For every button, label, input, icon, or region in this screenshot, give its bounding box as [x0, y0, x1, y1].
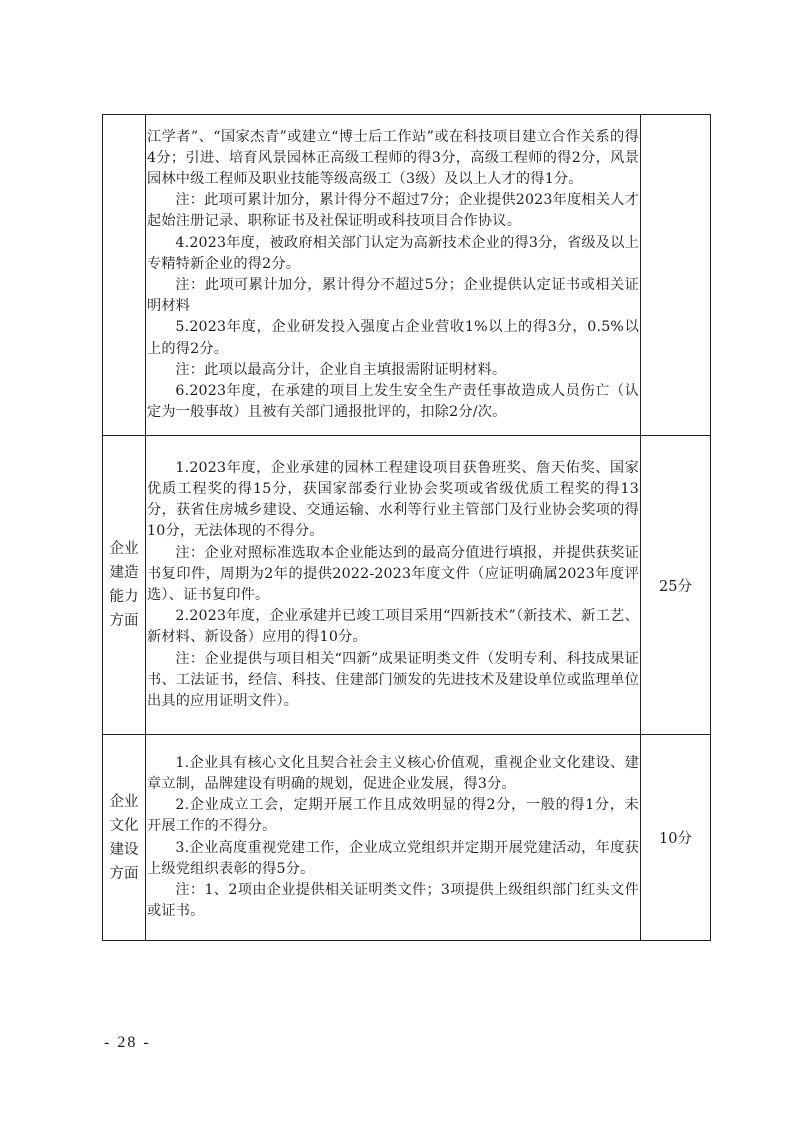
score-cell: 10分	[641, 735, 711, 941]
criteria-paragraph: 1.企业具有核心文化且契合社会主义核心价值观，重视企业文化建设、建章立制，品牌建设有明确的规划，促进企业发展，得3分。	[147, 754, 639, 792]
criteria-cell	[146, 735, 641, 941]
criteria-paragraph: 1.2023年度，企业承建的园林工程建设项目获鲁班奖、詹天佑奖、国家优质工程奖的得15分，获国家部委行业协会奖项或省级优质工程奖的得13分，获省住房城乡建设、交通运输、水利等行业主管部门及行业协会奖项的得10分，无法体现的不得分。	[147, 459, 639, 540]
category-cell	[103, 735, 146, 941]
category-cell	[103, 436, 146, 735]
criteria-cell	[146, 436, 641, 735]
scoring-criteria-table	[102, 114, 711, 941]
criteria-paragraph: 江学者”、“国家杰青”或建立“博士后工作站”或在科技项目建立合作关系的得4分；引进、培育风景园林正高级工程师的得3分，高级工程师的得2分，风景园林中级工程师及职业技能等级高级工（3级）及以上人才的得1分。	[147, 128, 639, 187]
criteria-paragraph: 5.2023年度，企业研发投入强度占企业营收1%以上的得3分，0.5%以上的得2分。	[147, 319, 639, 357]
criteria-note: 注：此项可累计加分，累计得分不超过5分；企业提供认定证书或相关证明材料	[147, 277, 639, 315]
score-cell	[641, 115, 711, 436]
criteria-paragraph: 2.企业成立工会，定期开展工作且成效明显的得2分，一般的得1分，未开展工作的不得分。	[147, 797, 639, 835]
criteria-paragraph: 3.企业高度重视党建工作，企业成立党组织并定期开展党建活动，年度获上级党组织表彰的得5分。	[147, 839, 639, 877]
criteria-paragraph: 6.2023年度，在承建的项目上发生安全生产责任事故造成人员伤亡（认定为一般事故）且被有关部门通报批评的，扣除2分/次。	[147, 383, 639, 421]
category-cell	[103, 115, 146, 436]
criteria-paragraph: 4.2023年度，被政府相关部门认定为高新技术企业的得3分，省级及以上专精特新企业的得2分。	[147, 234, 639, 272]
score-cell: 25分	[641, 436, 711, 735]
table-row-corporate-culture	[103, 735, 711, 941]
page-number: - 28 -	[104, 1034, 151, 1051]
category-label: 企业建造能力方面	[109, 541, 139, 629]
criteria-note: 注：企业提供与项目相关“四新”成果证明类文件（发明专利、科技成果证书、工法证书，经信、科技、住建部门颁发的先进技术及建设单位或监理单位出具的应用证明文件）。	[147, 650, 639, 710]
criteria-note: 注：此项可累计加分，累计得分不超过7分；企业提供2023年度相关人才起始注册记录、职称证书及社保证明或科技项目合作协议。	[147, 192, 639, 230]
category-label: 企业文化建设方面	[109, 793, 139, 882]
criteria-note: 注：企业对照标准选取本企业能达到的最高分值进行填报，并提供获奖证书复印件，周期为2年的提供2022-2023年度文件（应证明确属2023年度评选）、证书复印件。	[147, 544, 639, 603]
criteria-note: 注：此项以最高分计，企业自主填报需附证明材料。	[175, 361, 507, 378]
table-row-talent-tech	[103, 115, 711, 436]
criteria-cell	[146, 115, 641, 436]
criteria-paragraph: 2.2023年度，企业承建并已竣工项目采用“四新技术”（新技术、新工艺、新材料、新设备）应用的得10分。	[147, 608, 639, 646]
table-row-construction-capability	[103, 436, 711, 735]
criteria-note: 注：1、2项由企业提供相关证明类文件；3项提供上级组织部门红头文件或证书。	[147, 881, 639, 920]
